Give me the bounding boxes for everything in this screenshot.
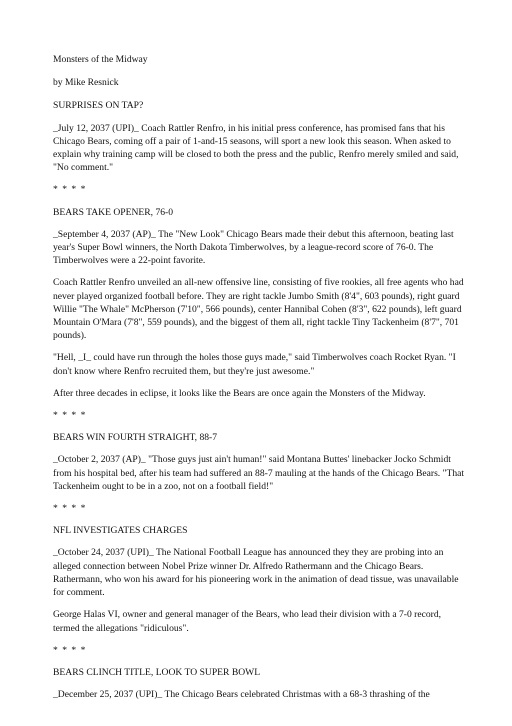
headline-fourth-straight: BEARS WIN FOURTH STRAIGHT, 88-7: [53, 432, 218, 444]
story-title: Monsters of the Midway: [53, 54, 148, 65]
headline-opener: BEARS TAKE OPENER, 76-0: [53, 206, 174, 218]
headline-nfl-investigates: NFL INVESTIGATES CHARGES: [53, 525, 188, 537]
paragraph: _October 24, 2037 (UPI)_ The National Football League has announced they they are probing into an alleged connection between Nobel Prize winner Dr. Alfredo Rathermann and the Chicago Bears. Rathermann, who won his award for his pioneering work in the animation of dead tissue, was unavailable for comment.: [53, 547, 459, 599]
headline-clinch-title: BEARS CLINCH TITLE, LOOK TO SUPER BOWL: [53, 666, 261, 678]
paragraph: _September 4, 2037 (AP)_ The "New Look" Chicago Bears made their debut this afternoon, beating last year's Super Bowl winners, the North Dakota Timberwolves, by a league-record score of 76-0. The Timberwolves were a 22-point favorite.: [53, 228, 454, 267]
section-divider: * * * *: [53, 644, 87, 656]
author-byline: by Mike Resnick: [53, 77, 119, 89]
section-divider: * * * *: [53, 184, 87, 196]
section-divider: * * * *: [53, 410, 87, 422]
paragraph: "Hell, _I_ could have run through the holes those guys made," said Timberwolves coach Rocket Ryan. "I don't know where Renfro recruited them, but they're just awesome.": [53, 352, 456, 377]
paragraph: Coach Rattler Renfro unveiled an all-new offensive line, consisting of five rookies, all free agents who had never played organized football before. They are right tackle Jumbo Smith (8'4", 603 pounds), right guard Willie "The Whale" McPherson (7'10", 566 pounds), center Hannibal Cohen (8'3", 622 pounds), left guard Mountain O'Mara (7'8", 559 pounds), and the biggest of them all, right tackle Tiny Tackenheim (8'7", 701 pounds).: [53, 277, 464, 342]
paragraph: _December 25, 2037 (UPI)_ The Chicago Bears celebrated Christmas with a 68-3 thrashing of the: [53, 689, 430, 701]
headline-surprises: SURPRISES ON TAP?: [53, 100, 144, 112]
paragraph: After three decades in eclipse, it looks like the Bears are once again the Monsters of the Midway.: [53, 387, 426, 399]
paragraph: _July 12, 2037 (UPI)_ Coach Rattler Renfro, in his initial press conference, has promised fans that his Chicago Bears, coming off a pair of 1-and-15 seasons, will sport a new look this season. When asked to explain why training camp will be closed to both the press and the public, Renfro merely smiled and said, "No comment.": [53, 122, 459, 174]
paragraph: George Halas VI, owner and general manager of the Bears, who lead their division with a 7-0 record, termed the allegations "ridiculous".: [53, 609, 442, 634]
section-divider: * * * *: [53, 503, 87, 515]
paragraph: _October 2, 2037 (AP)_ "Those guys just ain't human!" said Montana Buttes' linebacker Jocko Schmidt from his hospital bed, after his team had suffered an 88-7 mauling at the hands of the Chicago Bears. "That Tackenheim ought to be in a zoo, not on a football field!": [53, 454, 465, 492]
